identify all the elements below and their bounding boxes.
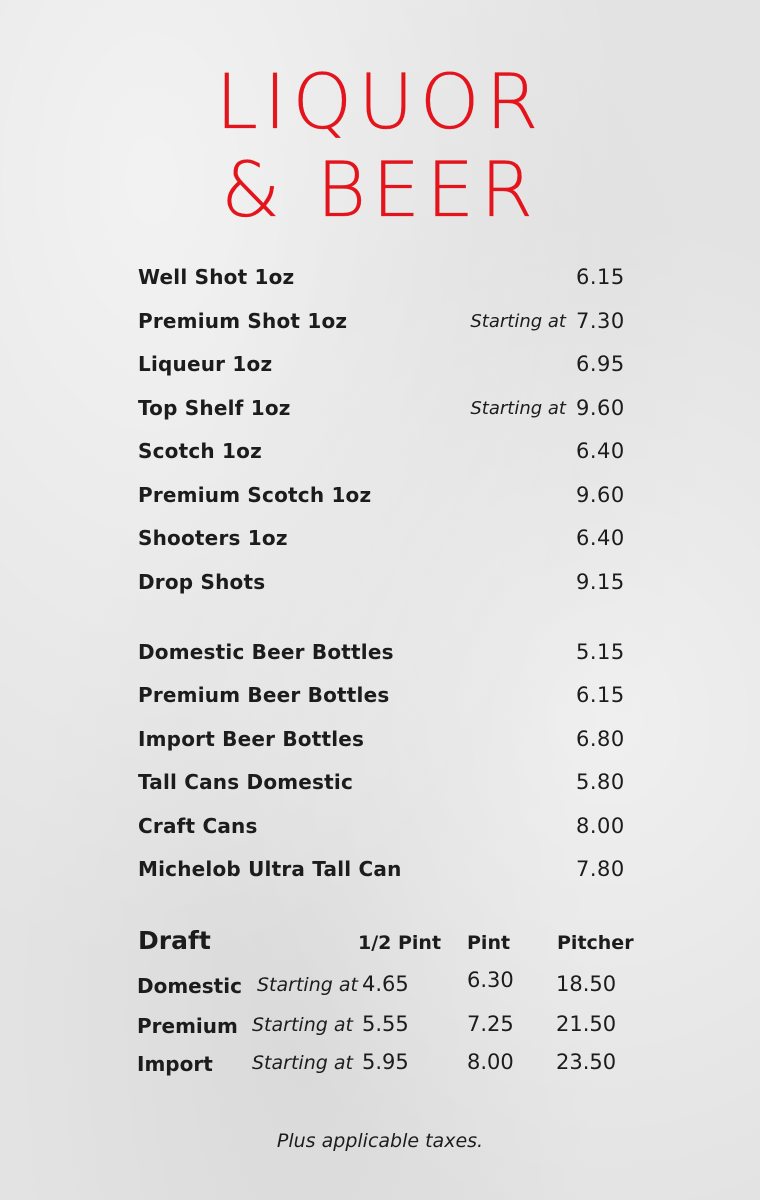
item-price: 7.30: [576, 309, 625, 333]
menu-item: [138, 570, 628, 598]
menu-item: [138, 526, 628, 554]
item-note: Starting at: [470, 311, 566, 332]
item-price: 5.80: [576, 770, 625, 794]
item-name: Top Shelf 1oz: [138, 396, 291, 420]
menu-item: [138, 814, 628, 842]
menu-item: [138, 640, 628, 668]
item-name: Scotch 1oz: [138, 439, 262, 463]
item-price: 6.15: [576, 265, 625, 289]
item-price: 6.40: [576, 526, 625, 550]
draft-row: [0, 968, 760, 1002]
draft-half-pint-price: 5.95: [362, 1050, 409, 1074]
item-price: 7.80: [576, 857, 625, 881]
item-name: Michelob Ultra Tall Can: [138, 857, 402, 881]
item-name: Premium Scotch 1oz: [138, 483, 372, 507]
draft-pint-price: 6.30: [467, 968, 514, 992]
menu-item: [138, 683, 628, 711]
item-price: 8.00: [576, 814, 625, 838]
item-price: 6.40: [576, 439, 625, 463]
menu-title-line-1: LIQUOR: [215, 57, 545, 146]
column-header-half-pint: 1/2 Pint: [358, 932, 442, 954]
item-price: 6.15: [576, 683, 625, 707]
draft-note: Starting at: [252, 1052, 353, 1074]
draft-note: Starting at: [252, 1014, 353, 1036]
item-name: Tall Cans Domestic: [138, 770, 354, 794]
menu-item: [138, 439, 628, 467]
draft-heading: Draft: [138, 926, 211, 955]
menu-title-line-2: & BEER: [220, 145, 540, 234]
item-note: Starting at: [470, 398, 566, 419]
menu-item: [138, 770, 628, 798]
draft-row: [0, 1050, 760, 1080]
item-price: 9.60: [576, 483, 625, 507]
draft-half-pint-price: 4.65: [362, 972, 409, 996]
item-name: Import Beer Bottles: [138, 727, 365, 751]
menu-item: [138, 352, 628, 380]
tax-note: Plus applicable taxes.: [276, 1130, 484, 1152]
column-header-pitcher: Pitcher: [557, 932, 634, 954]
item-name: Well Shot 1oz: [138, 265, 295, 289]
draft-name: Premium: [137, 1014, 238, 1038]
draft-pint-price: 8.00: [467, 1050, 514, 1074]
item-name: Drop Shots: [138, 570, 266, 594]
menu-item: [138, 483, 628, 511]
item-name: Craft Cans: [138, 814, 258, 838]
item-name: Premium Beer Bottles: [138, 683, 390, 707]
draft-note: Starting at: [257, 974, 358, 996]
draft-pitcher-price: 18.50: [556, 972, 617, 996]
draft-name: Import: [137, 1052, 213, 1076]
item-name: Premium Shot 1oz: [138, 309, 348, 333]
menu-item: [138, 396, 628, 424]
column-header-pint: Pint: [467, 932, 511, 954]
item-price: 6.80: [576, 727, 625, 751]
item-price: 5.15: [576, 640, 625, 664]
draft-pint-price: 7.25: [467, 1012, 514, 1036]
draft-pitcher-price: 23.50: [556, 1050, 617, 1074]
menu-item: [138, 265, 628, 293]
draft-row: [0, 1012, 760, 1042]
menu-item: [138, 309, 628, 337]
item-price: 6.95: [576, 352, 625, 376]
menu-item: [138, 727, 628, 755]
draft-half-pint-price: 5.55: [362, 1012, 409, 1036]
item-name: Liqueur 1oz: [138, 352, 273, 376]
item-price: 9.15: [576, 570, 625, 594]
menu-item: [138, 857, 628, 885]
draft-name: Domestic: [137, 974, 242, 998]
item-name: Domestic Beer Bottles: [138, 640, 394, 664]
item-name: Shooters 1oz: [138, 526, 288, 550]
item-price: 9.60: [576, 396, 625, 420]
draft-pitcher-price: 21.50: [556, 1012, 617, 1036]
